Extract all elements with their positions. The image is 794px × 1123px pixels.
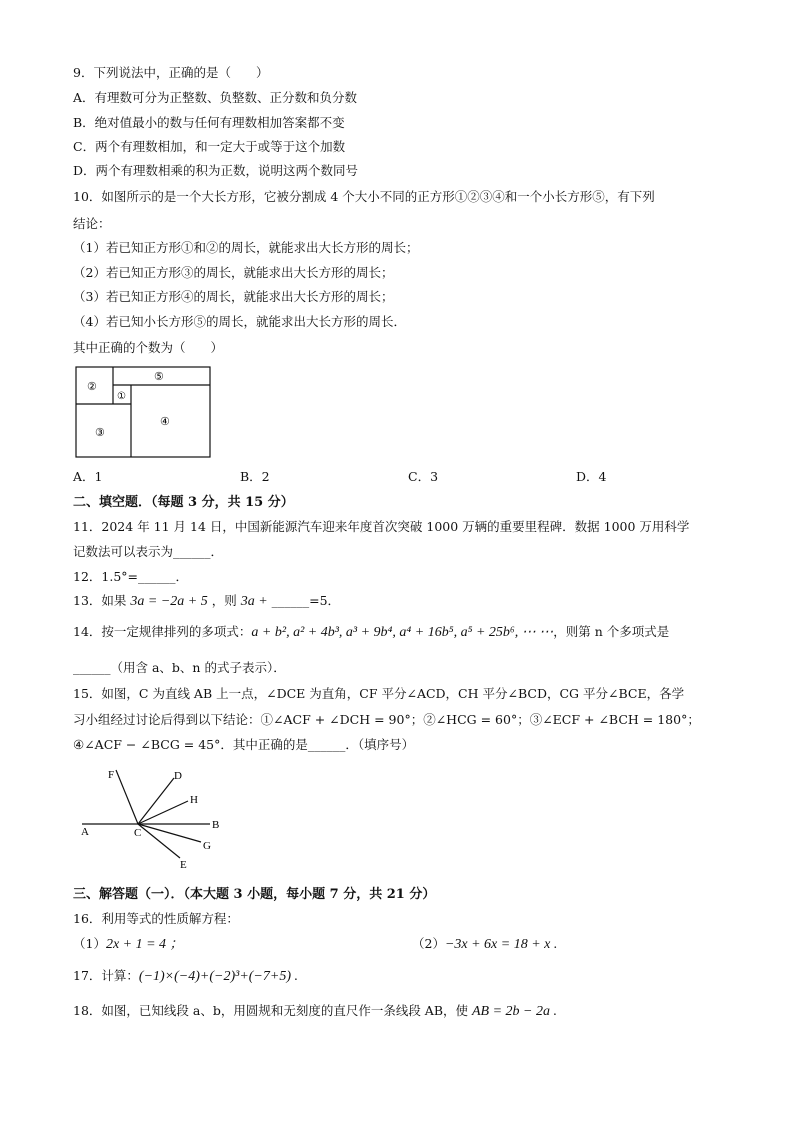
- label-c: C: [134, 827, 142, 839]
- q10-choice-b: B．2: [240, 469, 270, 484]
- q10-choice-c: C．3: [408, 469, 439, 484]
- q13-equation: 3a = −2a + 5: [130, 594, 208, 609]
- q12: 12．1.5°=______．: [73, 569, 189, 584]
- q18: [73, 1005, 557, 1019]
- q15-line2: 习小组经过讨论后得到以下结论：①∠ACF + ∠DCH = 90°；②∠HCG = 60°；③∠ECF + ∠BCH = 180°；: [73, 712, 700, 727]
- section-2-heading: 二、填空题．（每题 3 分，共 15 分）: [73, 495, 294, 510]
- label-h: H: [190, 794, 198, 806]
- q9-option-c: C．两个有理数相加，和一定大于或等于这个加数: [73, 139, 346, 154]
- ray-cf: [116, 770, 138, 824]
- ray-cd: [138, 778, 174, 824]
- q14-line1: [73, 626, 669, 640]
- label-d: D: [174, 770, 182, 782]
- q9-option-a: A．有理数可分为正整数、负整数、正分数和负分数: [73, 90, 358, 105]
- q10-conclusion-4: （4）若已知小长方形⑤的周长，就能求出大长方形的周长．: [73, 314, 406, 329]
- q13-post: ______=5．: [267, 593, 341, 608]
- label-e: E: [180, 859, 187, 870]
- q13-pre: 13．如果: [73, 593, 131, 608]
- q10-rectangle-figure: [74, 365, 214, 461]
- q16-stem: 16．利用等式的性质解方程：: [73, 911, 239, 926]
- q14-line2: ______（用含 a、b、n 的式子表示）．: [73, 660, 286, 675]
- q9-option-d: D．两个有理数相乘的积为正数，说明这两个数同号: [73, 163, 359, 178]
- label-b: B: [212, 819, 220, 831]
- q13-mid: ，则: [207, 593, 241, 608]
- label-3: ③: [95, 427, 105, 439]
- q16-part1: [73, 938, 184, 952]
- ray-cg: [138, 824, 201, 842]
- label-f: F: [108, 769, 115, 781]
- q10-ask: 其中正确的个数为（ ）: [73, 340, 224, 355]
- label-4: ④: [160, 416, 170, 428]
- q17: [73, 970, 298, 984]
- label-a: A: [81, 826, 89, 838]
- q14-post: ，则第 n 个多项式是: [553, 624, 670, 639]
- label-g: G: [203, 840, 211, 852]
- q10-stem-line1: 10．如图所示的是一个大长方形，它被分割成 4 个大小不同的正方形①②③④和一个小长方形⑤，有下列: [73, 189, 655, 204]
- q10-conclusion-2: （2）若已知正方形③的周长，就能求出大长方形的周长；: [73, 265, 394, 280]
- q16-part1-label: （1）: [73, 936, 106, 951]
- q10-conclusion-1: （1）若已知正方形①和②的周长，就能求出大长方形的周长；: [73, 240, 419, 255]
- q16-part1-equation: 2x + 1 = 4 ；: [105, 937, 184, 952]
- q10-stem-line2: 结论：: [73, 216, 111, 231]
- q15-angle-figure: [76, 765, 226, 870]
- q15-line1: 15．如图，C 为直线 AB 上一点，∠DCE 为直角，CF 平分∠ACD，CH 平分∠BCD，CG 平分∠BCE，各学: [73, 686, 685, 701]
- q9-option-b: B．绝对值最小的数与任何有理数相加答案都不变: [73, 115, 345, 130]
- q18-pre: 18．如图，已知线段 a、b，用圆规和无刻度的直尺作一条线段 AB，使: [73, 1003, 472, 1018]
- q10-choice-a: A．1: [73, 469, 103, 484]
- q10-conclusion-3: （3）若已知正方形④的周长，就能求出大长方形的周长；: [73, 289, 394, 304]
- section-3-heading: 三、解答题（一）．（本大题 3 小题，每小题 7 分，共 21 分）: [73, 887, 436, 902]
- q14-pre: 14．按一定规律排列的多项式：: [73, 624, 252, 639]
- q13: [73, 595, 340, 609]
- q15-line3: ④∠ACF − ∠BCG = 45°．其中正确的是______．（填序号）: [73, 737, 415, 752]
- q17-expression: (−1)×(−4)+(−2)³+(−7+5) .: [138, 969, 298, 984]
- q16-part2: [412, 938, 557, 952]
- q11-line1: 11．2024 年 11 月 14 日，中国新能源汽车迎来年度首次突破 1000 万辆的重要里程碑．数据 1000 万用科学: [73, 519, 690, 534]
- label-1: ①: [117, 391, 126, 402]
- q16-part2-label: （2）: [412, 936, 445, 951]
- q16-part2-equation: −3x + 6x = 18 + x .: [444, 937, 558, 952]
- q17-pre: 17．计算：: [73, 968, 139, 983]
- q9-stem: 9．下列说法中，正确的是（ ）: [73, 65, 269, 80]
- label-5: ⑤: [154, 371, 164, 383]
- q10-choice-d: D．4: [576, 469, 607, 484]
- q14-series: a + b², a² + 4b³, a³ + 9b⁴, a⁴ + 16b⁵, a⁵ + 25b⁶, ⋯ ⋯: [251, 625, 554, 640]
- label-2: ②: [87, 381, 97, 393]
- q13-expression: 3a +: [240, 594, 268, 609]
- ray-ce: [138, 824, 180, 858]
- q11-line2: 记数法可以表示为______．: [73, 544, 224, 559]
- ray-ch: [138, 801, 188, 824]
- q18-equation: AB = 2b − 2a .: [472, 1004, 557, 1019]
